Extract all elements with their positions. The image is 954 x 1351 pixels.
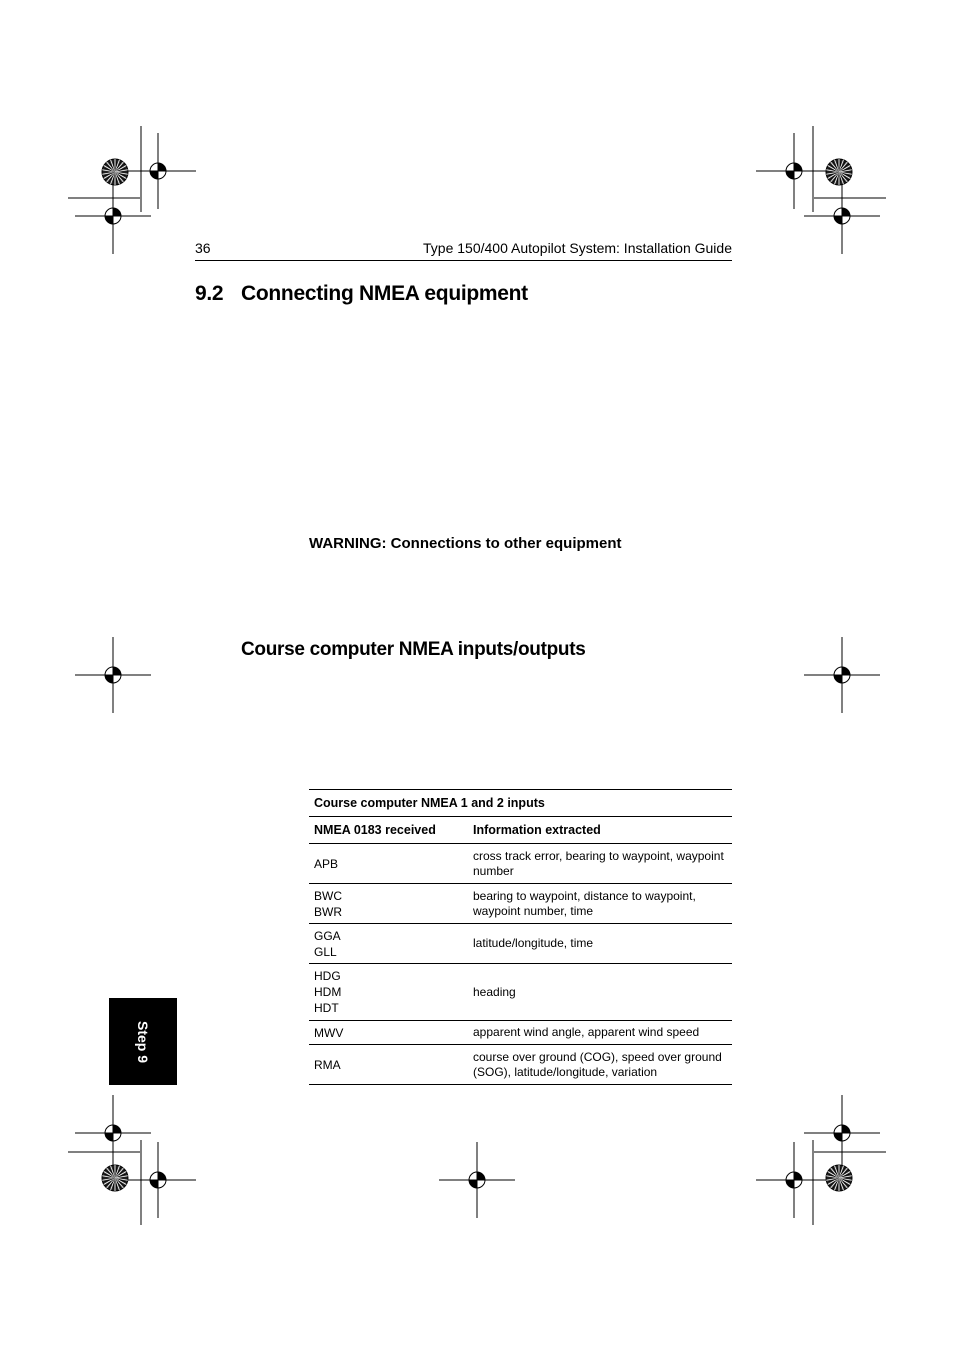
step-tab-label: Step 9 bbox=[135, 1020, 151, 1063]
sentence-codes: HDG HDM HDT bbox=[309, 964, 468, 1021]
sentence-codes: GGA GLL bbox=[309, 924, 468, 964]
table-row bbox=[309, 1045, 732, 1085]
nmea-inputs-table bbox=[309, 789, 732, 1085]
sentence-codes: APB bbox=[309, 844, 468, 884]
warning-heading: WARNING: Connections to other equipment bbox=[309, 535, 622, 552]
section-title: Connecting NMEA equipment bbox=[241, 282, 528, 305]
table-caption: Course computer NMEA 1 and 2 inputs bbox=[309, 790, 732, 817]
step-tab bbox=[109, 998, 177, 1085]
sentence-codes: BWC BWR bbox=[309, 884, 468, 924]
info-extracted: cross track error, bearing to waypoint, waypoint number bbox=[468, 844, 732, 884]
section-number: 9.2 bbox=[195, 282, 224, 305]
column-header: Information extracted bbox=[468, 817, 732, 844]
info-extracted: course over ground (COG), speed over ground (SOG), latitude/longitude, variation bbox=[468, 1045, 732, 1085]
sentence-codes: RMA bbox=[309, 1045, 468, 1085]
header-rule bbox=[195, 260, 732, 261]
running-title: Type 150/400 Autopilot System: Installation Guide bbox=[423, 240, 732, 256]
section-heading bbox=[195, 282, 528, 306]
info-extracted: latitude/longitude, time bbox=[468, 924, 732, 964]
info-extracted: heading bbox=[468, 964, 732, 1021]
subheading: Course computer NMEA inputs/outputs bbox=[241, 639, 586, 660]
table-row bbox=[309, 964, 732, 1021]
page-number: 36 bbox=[195, 240, 211, 256]
table-row bbox=[309, 844, 732, 884]
info-extracted: bearing to waypoint, distance to waypoint, waypoint number, time bbox=[468, 884, 732, 924]
column-header: NMEA 0183 received bbox=[309, 817, 468, 844]
table-row bbox=[309, 1021, 732, 1045]
table-row bbox=[309, 884, 732, 924]
info-extracted: apparent wind angle, apparent wind speed bbox=[468, 1021, 732, 1045]
sentence-codes: MWV bbox=[309, 1021, 468, 1045]
table-row bbox=[309, 924, 732, 964]
